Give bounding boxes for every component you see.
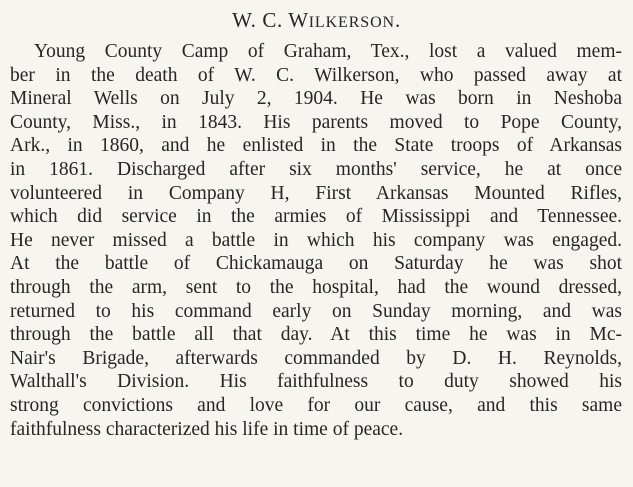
text-line: County, Miss., in 1843. His parents moved to Pope County,: [10, 111, 622, 133]
text-line: which did service in the armies of Mississippi and Tennessee.: [10, 206, 622, 228]
title-small-caps: ILKERSON: [308, 14, 395, 31]
text-line: in 1861. Discharged after six months' service, he at once: [10, 159, 622, 180]
text-line: He never missed a battle in which his company was engaged.: [10, 229, 622, 251]
text-line: ber in the death of W. C. Wilkerson, who passed away at: [10, 64, 622, 86]
text-line: faithfulness characterized his life in time of peace.: [10, 418, 404, 440]
title-first: W. C. W: [232, 8, 309, 32]
article-title: [0, 6, 633, 37]
text-line: through the battle all that day. At this time he was in Mc-: [10, 324, 622, 346]
text-line: Nair's Brigade, afterwards commanded by D. H. Reynolds,: [10, 347, 622, 369]
text-line: returned to his command early on Sunday morning, and was: [10, 300, 622, 322]
text-line: strong convictions and love for our cause, and this same: [10, 395, 622, 416]
text-line: Young County Camp of Graham, Tex., lost a valued mem-: [34, 41, 622, 62]
title-period: .: [395, 8, 401, 32]
text-line: volunteered in Company H, First Arkansas Mounted Rifles,: [10, 182, 622, 204]
text-line: Walthall's Division. His faithfulness to duty showed his: [10, 371, 622, 393]
text-line: Mineral Wells on July 2, 1904. He was born in Neshoba: [10, 88, 622, 110]
text-line: Ark., in 1860, and he enlisted in the State troops of Arkansas: [10, 135, 622, 157]
text-line: At the battle of Chickamauga on Saturday he was shot: [10, 253, 622, 275]
text-line: through the arm, sent to the hospital, had the wound dressed,: [10, 277, 622, 298]
